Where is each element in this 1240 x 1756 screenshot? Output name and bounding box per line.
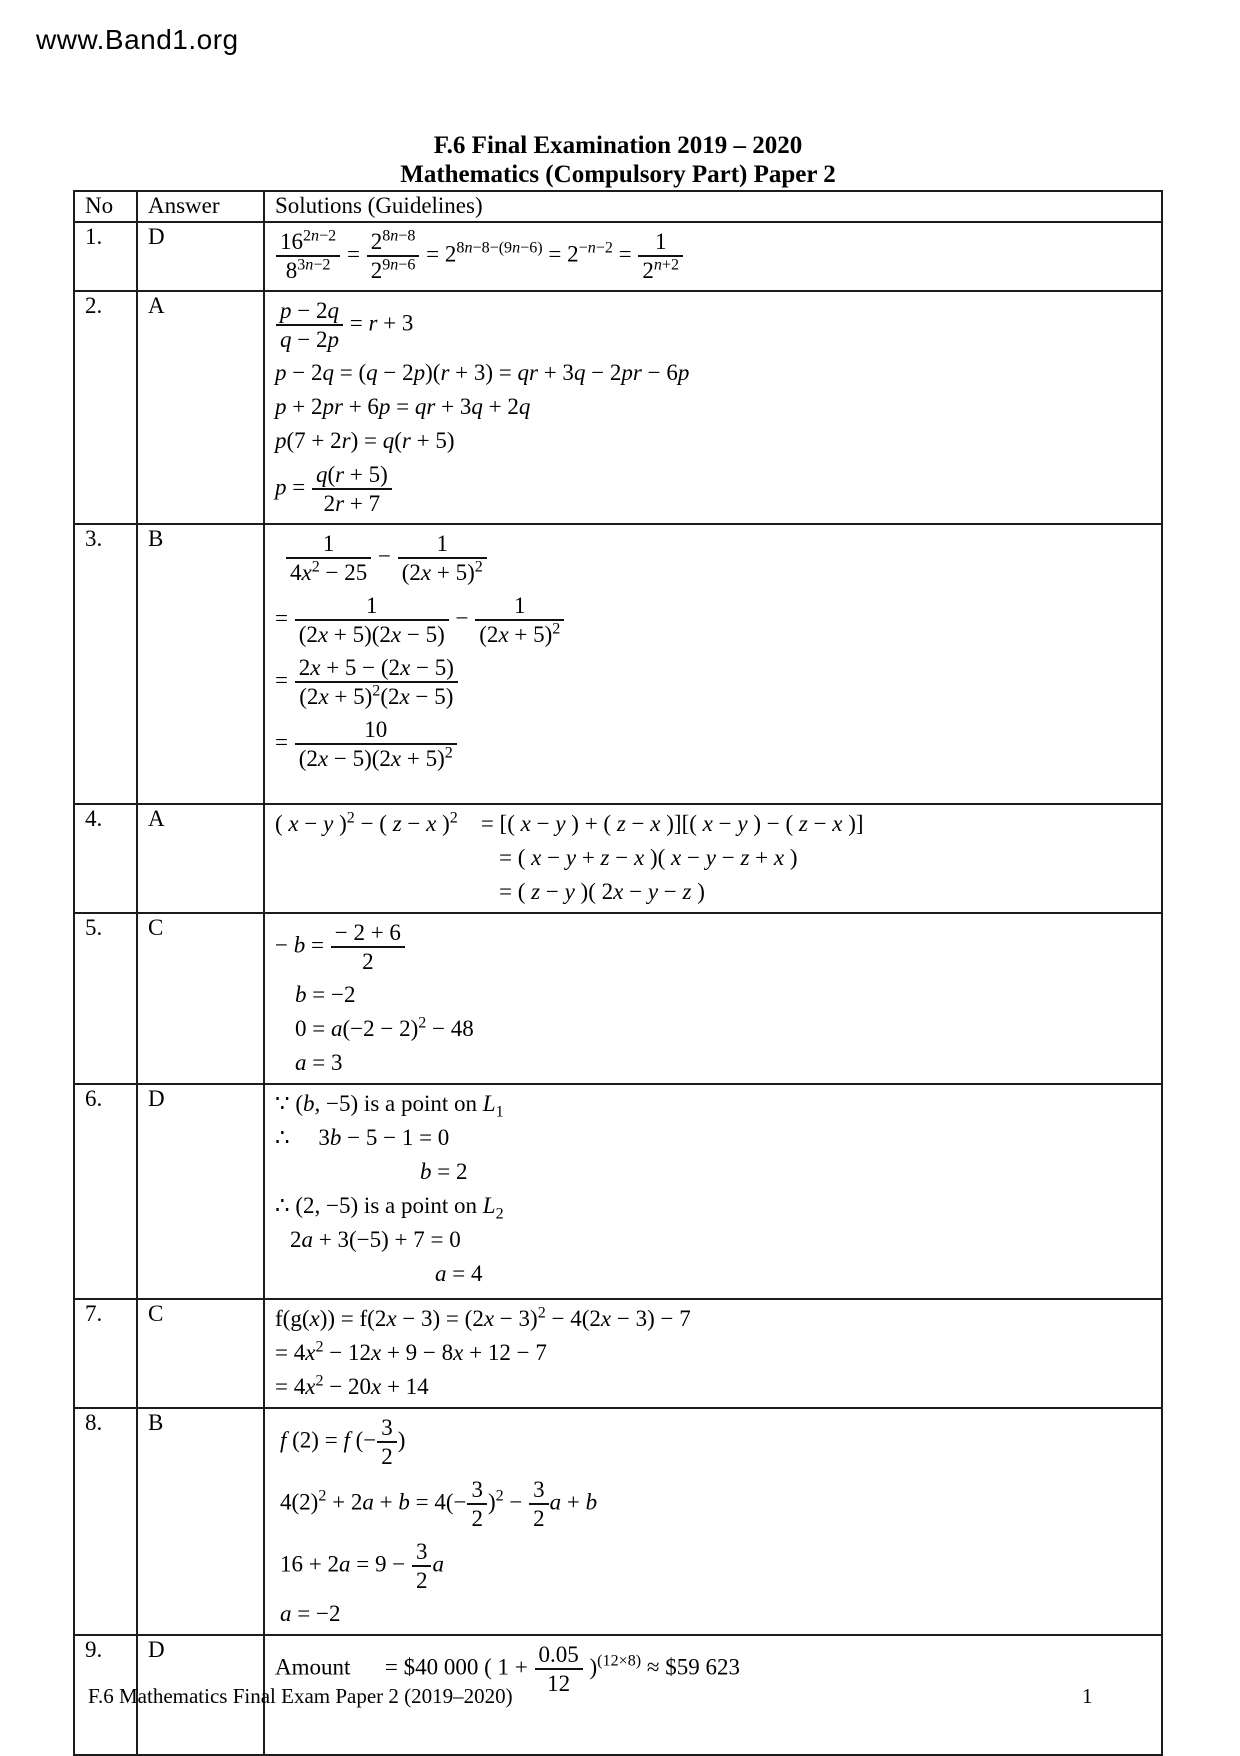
math-line: = $\frac{1}{(2x + 5)(2x - 5)}$ − $\frac{1}{(2x + 5)^2}$ [275, 590, 1151, 650]
math-line: f (2) = f (− $\frac{3}{2}$ ) [280, 1415, 406, 1469]
math-line: 16 + 2a = 9 − $\frac{3}{2}$ a [280, 1539, 444, 1593]
fraction: $\frac{3}{2}$ [467, 1476, 487, 1532]
math-line: 2a + 3(−5) + 7 = 0 [290, 1227, 461, 1252]
table-row [74, 1299, 1162, 1408]
fraction: $\frac{1}{(2x + 5)^2}$ [398, 530, 487, 586]
math-line: = ( z − y )( 2x − y − z ) [499, 879, 705, 904]
row-number: 6. [74, 1084, 137, 1299]
table-header-row [74, 191, 1162, 222]
math-line: $\frac{1}{4x^2 - 25}$ − $\frac{1}{(2x + 5)^2}$ [285, 528, 1151, 588]
fraction: $\frac{1}{(2x + 5)^2}$ [475, 592, 564, 648]
fraction: $\frac{2^{8n-8}}{2^{9n-6}}$ [367, 228, 420, 284]
math-line: p + 2pr + 6p = qr + 3q + 2q [275, 394, 531, 419]
row-solution [264, 291, 1162, 524]
row-answer: D [137, 222, 264, 291]
solutions-table [73, 190, 1163, 1756]
row-solution [264, 1299, 1162, 1408]
math-line: $0 = a(-2 - 2)^2 - 48$ [295, 1014, 474, 1041]
fraction: $\frac{16^{2n-2}}{8^{3n-2}}$ [276, 228, 340, 284]
row-number: 4. [74, 804, 137, 913]
math-line: $\frac{p - 2q}{q - 2p}$ = r + 3 [275, 295, 1151, 355]
row-solution [264, 913, 1162, 1084]
website-watermark: www.Band1.org [36, 24, 239, 55]
fraction: $\frac{2x + 5 - (2x - 5)}{(2x + 5)^2(2x - 5)}$ [295, 654, 458, 710]
math-line: a = 3 [295, 1050, 343, 1075]
fraction: $\frac{q(r + 5)}{2r + 7}$ [312, 461, 392, 517]
row-solution [264, 804, 1162, 913]
math-line: ( x − y )$^2$ − ( z − x )$^2$ = [( x − y ) + ( z − x )][( x − y ) − ( z − x )] [275, 809, 864, 836]
row-number: 7. [74, 1299, 137, 1408]
fraction: $\frac{10}{(2x - 5)(2x + 5)^2}$ [295, 716, 457, 772]
math-line: b = −2 [295, 982, 356, 1007]
table-row [74, 804, 1162, 913]
row-answer: C [137, 913, 264, 1084]
row-answer: C [137, 1299, 264, 1408]
math-line: = ( x − y + z − x )( x − y − z + x ) [499, 845, 798, 870]
row-number: 8. [74, 1408, 137, 1635]
solutions-table-body [74, 222, 1162, 1755]
math-line: − b = $\frac{- 2 + 6}{2}$ [275, 917, 1151, 977]
footer-page-number: 1 [1082, 1684, 1093, 1708]
row-solution [264, 222, 1162, 291]
math-line: ∵ (b, −5) is a point on $L_1$ [275, 1091, 504, 1121]
math-line: ∴ (2, −5) is a point on $L_2$ [275, 1193, 504, 1223]
row-solution [264, 1084, 1162, 1299]
fraction: $\frac{1}{(2x + 5)(2x - 5)}$ [295, 592, 449, 648]
table-row [74, 913, 1162, 1084]
title-line-2: Mathematics (Compulsory Part) Paper 2 [400, 161, 836, 188]
math-line: p − 2q = (q − 2p)(r + 3) = qr + 3q − 2pr − 6p [275, 360, 690, 385]
math-line: = $\frac{10}{(2x - 5)(2x + 5)^2}$ [275, 714, 1151, 774]
row-number: 3. [74, 524, 137, 804]
fraction: $\frac{1}{2^{n+2}}$ [638, 228, 683, 284]
math-line: = $4x^2 - 20x + 14$ [275, 1372, 429, 1399]
fraction: $\frac{- 2 + 6}{2}$ [331, 919, 405, 975]
row-answer: D [137, 1084, 264, 1299]
fraction: $\frac{3}{2}$ [412, 1538, 432, 1594]
math-line: $4(2)^2 + 2a + b = 4(-$ $\frac{3}{2}$ )$^2$ − $\frac{3}{2}$ a + b [280, 1477, 598, 1531]
fraction: $\frac{p - 2q}{q - 2p}$ [276, 297, 343, 353]
row-solution [264, 1408, 1162, 1635]
column-header-no: No [74, 191, 137, 222]
column-header-solutions: Solutions (Guidelines) [264, 191, 1162, 222]
table-row [74, 222, 1162, 291]
row-answer: B [137, 1408, 264, 1635]
column-header-answer: Answer [137, 191, 264, 222]
footer-document-name: F.6 Mathematics Final Exam Paper 2 (2019–2020) [88, 1684, 513, 1708]
row-number: 1. [74, 222, 137, 291]
row-answer: B [137, 524, 264, 804]
math-line: p(7 + 2r) = q(r + 5) [275, 428, 455, 453]
math-line: b = 2 [420, 1159, 468, 1184]
table-row [74, 1408, 1162, 1635]
row-number: 9. [74, 1635, 137, 1755]
math-line: a = 4 [435, 1261, 483, 1286]
math-line: p = $\frac{q(r + 5)}{2r + 7}$ [275, 459, 1151, 519]
table-row [74, 291, 1162, 524]
row-answer: D [137, 1635, 264, 1755]
fraction: $\frac{3}{2}$ [377, 1414, 397, 1470]
fraction: $\frac{3}{2}$ [529, 1476, 549, 1532]
math-line: ∴ 3b − 5 − 1 = 0 [275, 1125, 450, 1150]
row-solution [264, 524, 1162, 804]
fraction: $\frac{0.05}{12}$ [535, 1641, 583, 1697]
row-number: 2. [74, 291, 137, 524]
title-line-1: F.6 Final Examination 2019 – 2020 [433, 132, 803, 159]
row-answer: A [137, 804, 264, 913]
table-row [74, 1084, 1162, 1299]
document-title [73, 131, 1163, 189]
math-line: $f(g(x)) = f(2x - 3) = (2x - 3)^2 - 4(2x - 3) - 7$ [275, 1304, 691, 1331]
row-answer: A [137, 291, 264, 524]
math-line: $\frac{16^{2n-2}}{8^{3n-2}}$ = $\frac{2^{8n-8}}{2^{9n-6}}$ = $2^{8n-8-(9n-6)} = 2^{-n-2}$ = $\frac{1}{2^{n+2}}$ [275, 226, 1151, 286]
math-line: Amount = $40 000 ( 1 + $\frac{0.05}{12}$ )$^{(12\times 8)}$ ≈ $59 623 [275, 1642, 740, 1696]
math-line: = $\frac{2x + 5 - (2x - 5)}{(2x + 5)^2(2x - 5)}$ [275, 652, 1151, 712]
row-number: 5. [74, 913, 137, 1084]
math-line: = $4x^2 - 12x + 9 - 8x + 12 - 7$ [275, 1338, 547, 1365]
fraction: $\frac{1}{4x^2 - 25}$ [286, 530, 371, 586]
table-row [74, 524, 1162, 804]
math-line: a = −2 [280, 1601, 341, 1626]
